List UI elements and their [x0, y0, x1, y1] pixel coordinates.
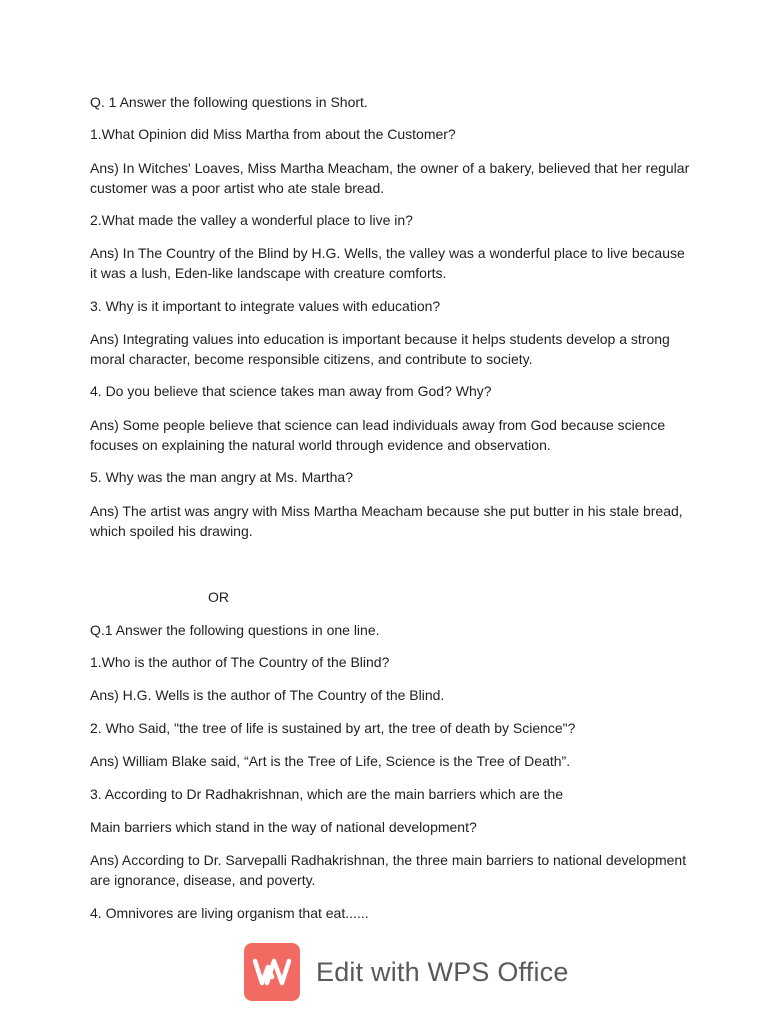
s1-answer-4-line2: focuses on explaining the natural world through evidence and observation.	[90, 437, 551, 453]
s1-answer-4-line1: Ans) Some people believe that science can lead individuals away from God because science	[90, 417, 666, 433]
s1-question-5: 5. Why was the man angry at Ms. Martha?	[90, 469, 353, 485]
s2-answer-1: Ans) H.G. Wells is the author of The Country of the Blind.	[90, 687, 445, 703]
s1-answer-3-line2: moral character, become responsible citizens, and contribute to society.	[90, 351, 533, 367]
s1-question-2: 2.What made the valley a wonderful place to live in?	[90, 212, 413, 228]
s2-question-3-line2: Main barriers which stand in the way of national development?	[90, 819, 477, 835]
s1-question-1: 1.What Opinion did Miss Martha from about the Customer?	[90, 126, 456, 142]
s2-question-4: 4. Omnivores are living organism that eat......	[90, 905, 369, 921]
s1-answer-3-line1: Ans) Integrating values into education is important because it helps students develop a strong	[90, 331, 670, 347]
s1-answer-2-line1: Ans) In The Country of the Blind by H.G. Wells, the valley was a wonderful place to live because	[90, 245, 685, 261]
section1-heading: Q. 1 Answer the following questions in Short.	[90, 94, 368, 110]
s1-answer-1-line2: customer was a poor artist who ate stale bread.	[90, 180, 385, 196]
s2-answer-2: Ans) William Blake said, “Art is the Tree of Life, Science is the Tree of Death”.	[90, 753, 571, 769]
section2-heading: Q.1 Answer the following questions in one line.	[90, 622, 380, 638]
or-separator: OR	[208, 589, 229, 605]
s2-answer-3-line1: Ans) According to Dr. Sarvepalli Radhakrishnan, the three main barriers to national development	[90, 852, 687, 868]
s2-question-1: 1.Who is the author of The Country of the Blind?	[90, 654, 390, 670]
s1-question-4: 4. Do you believe that science takes man away from God? Why?	[90, 383, 492, 399]
s2-answer-3-line2: are ignorance, disease, and poverty.	[90, 872, 316, 888]
s1-answer-1-line1: Ans) In Witches' Loaves, Miss Martha Meacham, the owner of a bakery, believed that her regular	[90, 160, 690, 176]
s1-question-3: 3. Why is it important to integrate values with education?	[90, 298, 441, 314]
s1-answer-5-line1: Ans) The artist was angry with Miss Martha Meacham because she put butter in his stale bread,	[90, 503, 683, 519]
s1-answer-5-line2: which spoiled his drawing.	[90, 523, 253, 539]
s2-question-3-line1: 3. According to Dr Radhakrishnan, which are the main barriers which are the	[90, 786, 564, 802]
s1-answer-2-line2: it was a lush, Eden-like landscape with creature comforts.	[90, 265, 447, 281]
wps-edit-label[interactable]: Edit with WPS Office	[316, 956, 569, 987]
wps-edit-banner[interactable]	[244, 943, 569, 1001]
wps-logo-icon[interactable]	[244, 943, 300, 1001]
s2-question-2: 2. Who Said, "the tree of life is sustained by art, the tree of death by Science"?	[90, 720, 576, 736]
